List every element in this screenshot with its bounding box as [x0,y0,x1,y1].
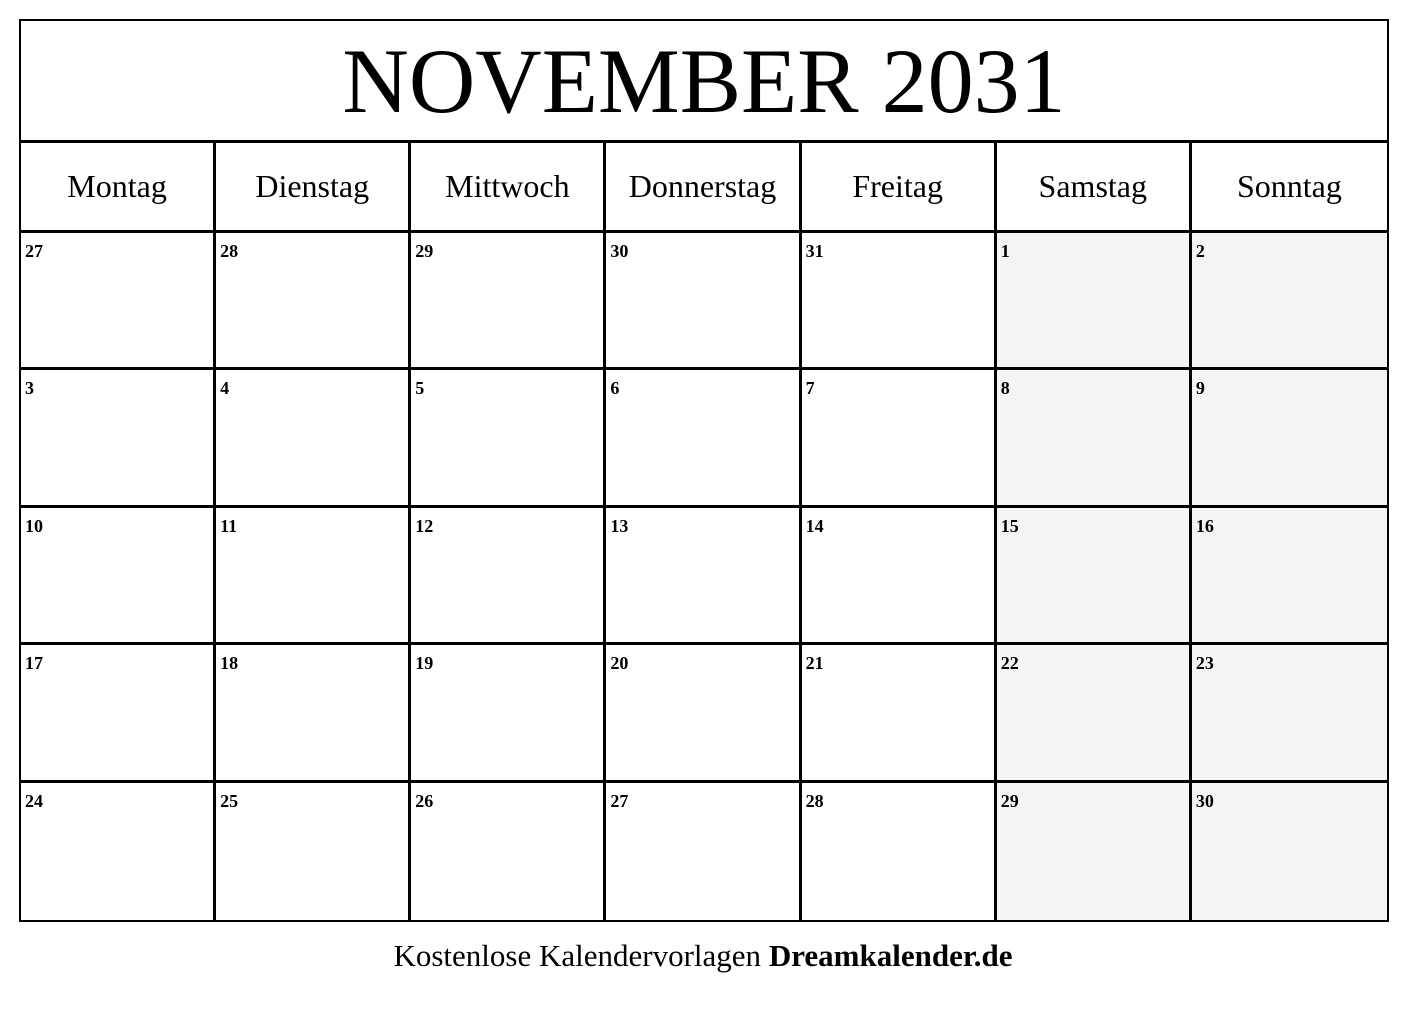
day-cell[interactable] [802,233,997,370]
day-cell[interactable] [216,645,411,782]
day-number: 14 [805,515,824,536]
day-cell[interactable] [216,508,411,645]
weekday-sunday: Sonntag [1236,168,1342,204]
footer-brand-link[interactable]: Dreamkalender.de [768,938,1013,973]
day-number: 16 [1195,515,1214,536]
day-number: 27 [25,241,43,261]
weekday-thursday: Donnerstag [606,143,801,230]
day-cell[interactable] [606,370,801,507]
day-cell[interactable] [802,783,997,920]
day-number: 23 [1195,653,1214,674]
day-cell[interactable] [21,783,216,920]
day-cell[interactable] [411,783,606,920]
day-number: 27 [610,790,629,811]
day-number: 30 [1195,790,1214,811]
day-number: 8 [1000,378,1010,399]
day-cell[interactable] [21,508,216,645]
weekend-day-cell[interactable] [1192,645,1387,782]
day-cell[interactable] [216,783,411,920]
day-cell[interactable] [606,783,801,920]
day-cell[interactable] [216,233,411,370]
weekend-day-cell[interactable] [1192,508,1387,645]
day-number: 2 [1195,241,1205,261]
weekend-day-cell[interactable] [1192,370,1387,507]
day-cell[interactable] [606,645,801,782]
day-number: 15 [1000,515,1019,536]
day-number: 31 [805,241,824,261]
day-number: 3 [25,378,34,399]
weekday-header-row [21,143,1387,233]
day-number: 5 [415,378,425,399]
day-number: 19 [415,653,434,674]
calendar-title: NOVEMBER 2031 [21,21,1387,143]
day-number: 20 [610,653,629,674]
day-grid [21,233,1387,920]
day-cell[interactable] [606,508,801,645]
day-number: 21 [805,653,824,674]
weekend-day-cell[interactable] [997,233,1192,370]
day-number: 28 [805,790,824,811]
day-cell[interactable] [802,645,997,782]
day-cell[interactable] [606,233,801,370]
day-number: 11 [220,515,238,536]
footer-text: Kostenlose Kalendervorlagen [393,938,762,973]
day-number: 29 [415,241,434,261]
weekday-saturday: Samstag [997,143,1192,230]
day-cell[interactable] [411,645,606,782]
day-cell[interactable] [411,370,606,507]
weekday-tuesday: Dienstag [216,143,411,230]
day-cell[interactable] [21,370,216,507]
weekday-wednesday: Mittwoch [411,143,606,230]
day-number: 26 [415,790,434,811]
day-cell[interactable] [411,233,606,370]
day-cell[interactable] [802,370,997,507]
footer [0,938,1406,974]
day-number: 18 [220,653,239,674]
day-number: 24 [25,790,43,811]
weekend-day-cell[interactable] [997,645,1192,782]
day-cell[interactable] [21,233,216,370]
day-number: 30 [610,241,629,261]
day-cell[interactable] [411,508,606,645]
day-number: 4 [220,378,230,399]
day-number: 29 [1000,790,1019,811]
weekday-friday: Freitag [802,143,997,230]
weekend-day-cell[interactable] [997,508,1192,645]
day-number: 22 [1000,653,1019,674]
weekend-day-cell[interactable] [1192,233,1387,370]
day-number: 12 [415,515,434,536]
day-number: 1 [1000,241,1010,261]
day-cell[interactable] [802,508,997,645]
day-number: 9 [1195,378,1205,399]
weekend-day-cell[interactable] [997,783,1192,920]
weekday-monday: Montag [21,143,216,230]
day-number: 28 [220,241,239,261]
day-number: 6 [610,378,620,399]
day-cell[interactable] [21,645,216,782]
day-number: 25 [220,790,239,811]
day-number: 10 [25,515,43,536]
day-number: 7 [805,378,815,399]
weekend-day-cell[interactable] [997,370,1192,507]
calendar [19,19,1389,922]
weekend-day-cell[interactable] [1192,783,1387,920]
day-number: 17 [25,653,43,674]
day-number: 13 [610,515,629,536]
day-cell[interactable] [216,370,411,507]
